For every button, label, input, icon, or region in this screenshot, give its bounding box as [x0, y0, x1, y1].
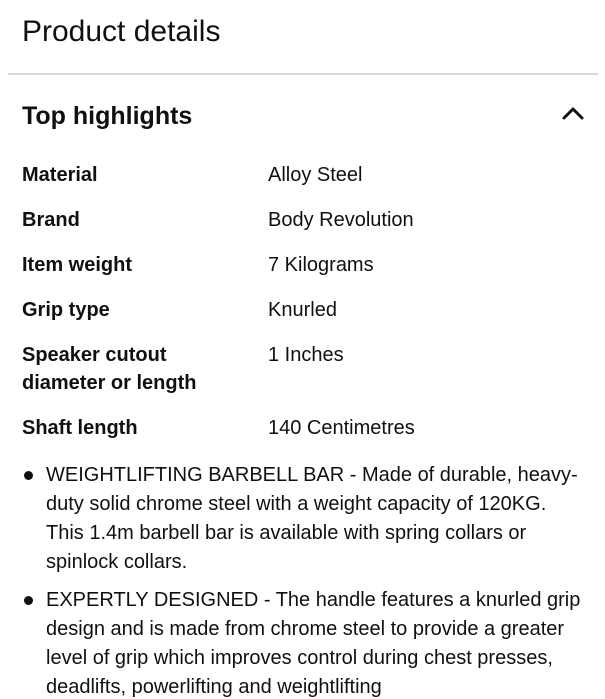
bullet-text: EXPERTLY DESIGNED - The handle features a knurled grip design and is made from chrome steel to provide a greater level of grip which improves control during chest presses, deadlifts, powerlifting and weightlifting: [46, 589, 581, 698]
spec-value: 140 Centimetres: [268, 417, 415, 439]
spec-value: 1 Inches: [268, 344, 344, 366]
spec-value: 7 Kilograms: [268, 254, 374, 276]
spec-label: Material: [22, 164, 98, 186]
chevron-up-icon[interactable]: [557, 100, 589, 126]
section-divider: [8, 73, 598, 75]
bullet-text: WEIGHTLIFTING BARBELL BAR - Made of durable, heavy-duty solid chrome steel with a weight capacity of 120KG. This 1.4m barbell bar is available with spring collars or spinlock collars.: [46, 464, 578, 573]
bullet-dot-icon: [24, 471, 33, 480]
list-item: [0, 461, 605, 577]
spec-value: Knurled: [268, 299, 337, 321]
spec-label: Speaker cutout diameter or length: [22, 344, 197, 394]
list-item: [0, 586, 605, 699]
spec-label: Brand: [22, 209, 80, 231]
spec-label: Item weight: [22, 254, 133, 276]
spec-value: Alloy Steel: [268, 164, 363, 186]
top-highlights-toggle[interactable]: [0, 96, 605, 136]
feature-bullets: [0, 461, 605, 699]
spec-label: Grip type: [22, 299, 110, 321]
spec-label: Shaft length: [22, 417, 138, 439]
spec-value: Body Revolution: [268, 209, 414, 231]
page-title: Product details: [22, 15, 221, 48]
bullet-dot-icon: [24, 596, 33, 605]
section-title: Top highlights: [22, 102, 193, 130]
